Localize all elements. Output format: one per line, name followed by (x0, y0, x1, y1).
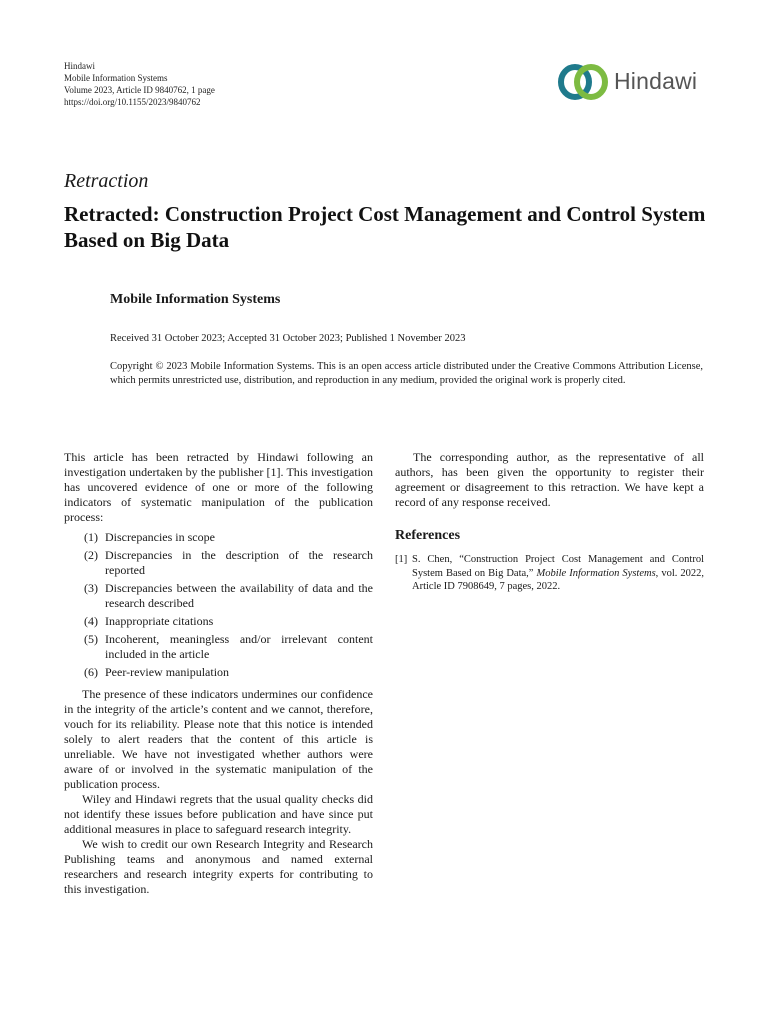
indicator-list (64, 530, 373, 680)
reference-item: [1] S. Chen, “Construction Project Cost Management and Control System Based on Big Data,” Mobile Information Systems, vol. 2022, Article ID 7908649, 7 pages, 2022. (395, 554, 705, 592)
article-metadata (64, 60, 215, 108)
hindawi-logo (556, 62, 716, 102)
list-item: (1) Discrepancies in scope (84, 530, 215, 544)
list-item: (4) Inappropriate citations (84, 614, 214, 628)
hindawi-logo-icon (556, 62, 612, 102)
list-item: (6) Peer-review manipulation (84, 665, 230, 679)
article-dates: Received 31 October 2023; Accepted 31 October 2023; Published 1 November 2023 (110, 333, 466, 344)
article-type: Retraction (64, 170, 149, 192)
list-item: (3) Discrepancies between the availability of data and the research described (84, 581, 373, 610)
doi-link[interactable]: https://doi.org/10.1155/2023/9840762 (64, 97, 201, 107)
intro-paragraph: This article has been retracted by Hindawi following an investigation undertaken by the publisher [1]. This investigation has uncovered evidence of one or more of the following indicators of systematic manipulation of the publication process: (64, 450, 373, 524)
references-heading: References (395, 528, 461, 543)
logo-wordmark: Hindawi (614, 68, 698, 94)
volume-line: Volume 2023, Article ID 9840762, 1 page (64, 85, 215, 95)
copyright-notice: Copyright © 2023 Mobile Information Systems. This is an open access article distributed under the Creative Commons Attribution License, which permits unrestricted use, distribution, and reproduction in any medium, provided the original work is properly cited. (110, 361, 703, 386)
wiley-paragraph: Wiley and Hindawi regrets that the usual quality checks did not identify these issues before publication and have since put additional measures in place to safeguard research integrity. (64, 792, 373, 836)
presence-paragraph: The presence of these indicators undermines our confidence in the integrity of the article’s content and we cannot, therefore, vouch for its reliability. Please note that this notice is intended solely to alert readers that the content of this article is unreliable. We have not investigated whether authors were aware of or involved in the systematic manipulation of the publication process. (64, 687, 373, 791)
reference-journal: Mobile Information Systems (536, 567, 656, 579)
author-paragraph: The corresponding author, as the representative of all authors, has been given the opportunity to register their agreement or disagreement to this retraction. We have kept a record of any response received. (395, 450, 704, 509)
credit-paragraph: We wish to credit our own Research Integrity and Research Publishing teams and anonymous and named external researchers and research integrity experts for contributing to this investigation. (64, 837, 373, 896)
article-author: Mobile Information Systems (110, 292, 281, 307)
body-right-column (395, 450, 704, 594)
list-item: (2) Discrepancies in the description of the research reported (84, 548, 373, 577)
article-title: Retracted: Construction Project Cost Management and Control System Based on Big Data (64, 202, 706, 252)
journal-name: Mobile Information Systems (64, 73, 168, 83)
body-left-column (64, 450, 373, 897)
list-item: (5) Incoherent, meaningless and/or irrelevant content included in the article (84, 632, 373, 661)
publisher-name: Hindawi (64, 61, 95, 71)
